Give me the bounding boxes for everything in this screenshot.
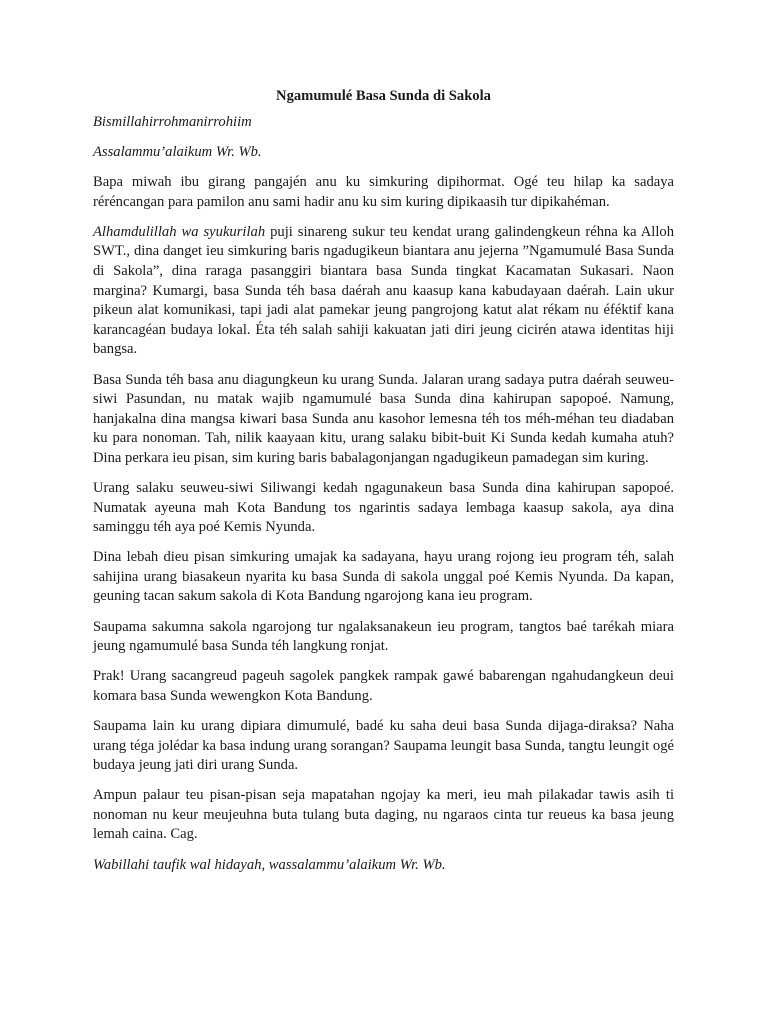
paragraph-3: Basa Sunda téh basa anu diagungkeun ku urang Sunda. Jalaran urang sadaya putra daérah seuweu-siwi Pasundan, nu matak wajib ngamumulé basa Sunda dina kahirupan sapopoé. Namung, hanjakalna dina mangsa kiwari basa Sunda anu kasohor lemesna téh tos méh-méhan teu diadaban ku para nonoman. Tah, nilik kaayaan kitu, urang salaku bibit-buit Ki Sunda kedah kumaha atuh? Dina perkara ieu pisan, sim kuring baris babalagonjangan ngadugikeun pamadegan sim kuring. [93, 371, 674, 466]
paragraph-2-text: puji sinareng sukur teu kendat urang galindengkeun réhna ka Alloh SWT., dina danget ieu simkuring baris ngadugikeun biantara anu jejerna ”Ngamumulé Basa Sunda di Sakola”, dina raraga pasanggiri biantara basa Sunda tingkat Kacamatan Sukasari. Naon margina? Kumargi, basa Sunda téh basa daérah anu kaasup kana kabudayaan daérah. Lain ukur pikeun alat komunikasi, tapi jadi alat pamekar jeung pangrojong katut alat rékam nu éféktif kana karancagéan budaya lokal. Éta téh salah sahiji kakuatan jati diri jeung cicirén atawa identitas hiji bangsa. [93, 223, 674, 358]
closing-line: Wabillahi taufik wal hidayah, wassalammu’alaikum Wr. Wb. [93, 856, 446, 873]
paragraph-2 [93, 223, 674, 360]
paragraph-1: Bapa miwah ibu girang pangajén anu ku simkuring dipihormat. Ogé teu hilap ka sadaya réréncangan para pamilon anu sami hadir anu ku sim kuring dipikaasih tur dipikahéman. [93, 174, 674, 210]
document-title: Ngamumulé Basa Sunda di Sakola [276, 88, 491, 104]
opening-line: Bismillahirrohmanirrohiim [93, 114, 252, 130]
paragraph-5: Dina lebah dieu pisan simkuring umajak ka sadayana, hayu urang rojong ieu program téh, salah sahijina urang biasakeun nyarita ku basa Sunda di sakola unggal poé Kemis Nyunda. Da kapan, geuning tacan sakum sakola di Kota Bandung ngarojong kana ieu program. [93, 549, 674, 605]
greeting-line: Assalammu’alaikum Wr. Wb. [93, 144, 262, 161]
paragraph-9: Ampun palaur teu pisan-pisan seja mapatahan ngojay ka meri, ieu mah pilakadar tawis asih ti nonoman nu keur meujeuhna buta tulang buta daging, nu ngaraos cinta tur reueus ka basa jeung lemah caina. Cag. [93, 787, 674, 843]
paragraph-8: Saupama lain ku urang dipiara dimumulé, badé ku saha deui basa Sunda dijaga-diraksa? Naha urang téga jolédar ka basa indung urang sorangan? Saupama leungit basa Sunda, tangtu leungit ogé budaya jeung jati diri urang Sunda. [93, 717, 674, 774]
paragraph-4: Urang salaku seuweu-siwi Siliwangi kedah ngagunakeun basa Sunda dina kahirupan sapopoé. Numatak ayeuna mah Kota Bandung tos ngarintis sadaya lembaga kaasup sakola, aya dina saminggu téh aya poé Kemis Nyunda. [93, 480, 674, 536]
paragraph-2-lead: Alhamdulillah wa syukurilah [93, 223, 266, 240]
paragraph-7: Prak! Urang sacangreud pageuh sagolek pangkek rampak gawé babarengan ngahudangkeun deui komara basa Sunda wewengkon Kota Bandung. [93, 668, 674, 704]
paragraph-6: Saupama sakumna sakola ngarojong tur ngalaksanakeun ieu program, tangtos baé tarékah miara jeung ngamumulé basa Sunda téh langkung ronjat. [93, 618, 674, 655]
